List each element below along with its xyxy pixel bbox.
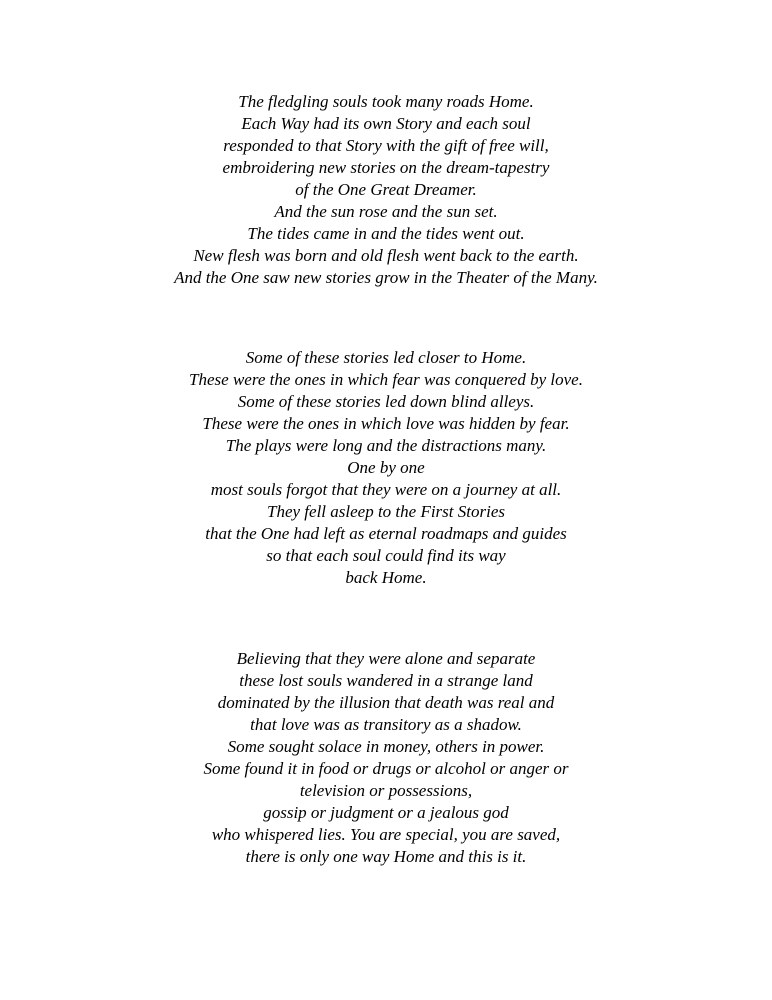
stanza-line: dominated by the illusion that death was real and bbox=[217, 693, 555, 712]
stanza-line: The fledgling souls took many roads Home. bbox=[238, 92, 534, 111]
stanza-line: back Home. bbox=[345, 568, 427, 587]
stanza-2 bbox=[0, 347, 772, 589]
stanza-line: These were the ones in which love was hidden by fear. bbox=[202, 414, 570, 433]
stanza-line: responded to that Story with the gift of free will, bbox=[223, 136, 549, 155]
stanza-3 bbox=[0, 648, 772, 868]
stanza-line: And the One saw new stories grow in the Theater of the Many. bbox=[174, 268, 598, 287]
stanza-line: The tides came in and the tides went out. bbox=[247, 224, 525, 243]
stanza-line: there is only one way Home and this is it. bbox=[245, 847, 527, 866]
stanza-line: so that each soul could find its way bbox=[266, 546, 506, 565]
stanza-line: And the sun rose and the sun set. bbox=[274, 202, 498, 221]
stanza-line: these lost souls wandered in a strange land bbox=[239, 671, 533, 690]
stanza-line: gossip or judgment or a jealous god bbox=[263, 803, 509, 822]
stanza-line: who whispered lies. You are special, you are saved, bbox=[211, 825, 561, 844]
stanza-line: These were the ones in which fear was conquered by love. bbox=[189, 370, 583, 389]
stanza-line: Believing that they were alone and separate bbox=[236, 649, 536, 668]
stanza-line: of the One Great Dreamer. bbox=[295, 180, 477, 199]
stanza-line: One by one bbox=[347, 458, 425, 477]
stanza-line: that love was as transitory as a shadow. bbox=[250, 715, 522, 734]
stanza-line: television or possessions, bbox=[299, 781, 473, 800]
stanza-line: embroidering new stories on the dream-tapestry bbox=[222, 158, 550, 177]
stanza-line: New flesh was born and old flesh went back to the earth. bbox=[193, 246, 579, 265]
stanza-1 bbox=[0, 91, 772, 289]
stanza-line: They fell asleep to the First Stories bbox=[267, 502, 505, 521]
stanza-line: The plays were long and the distractions many. bbox=[225, 436, 547, 455]
stanza-line: Some of these stories led closer to Home. bbox=[245, 348, 527, 367]
stanza-line: Some sought solace in money, others in power. bbox=[227, 737, 545, 756]
stanza-line: that the One had left as eternal roadmaps and guides bbox=[205, 524, 567, 543]
stanza-line: Each Way had its own Story and each soul bbox=[241, 114, 531, 133]
stanza-line: Some found it in food or drugs or alcohol or anger or bbox=[203, 759, 569, 778]
stanza-line: most souls forgot that they were on a journey at all. bbox=[210, 480, 562, 499]
stanza-line: Some of these stories led down blind alleys. bbox=[237, 392, 535, 411]
